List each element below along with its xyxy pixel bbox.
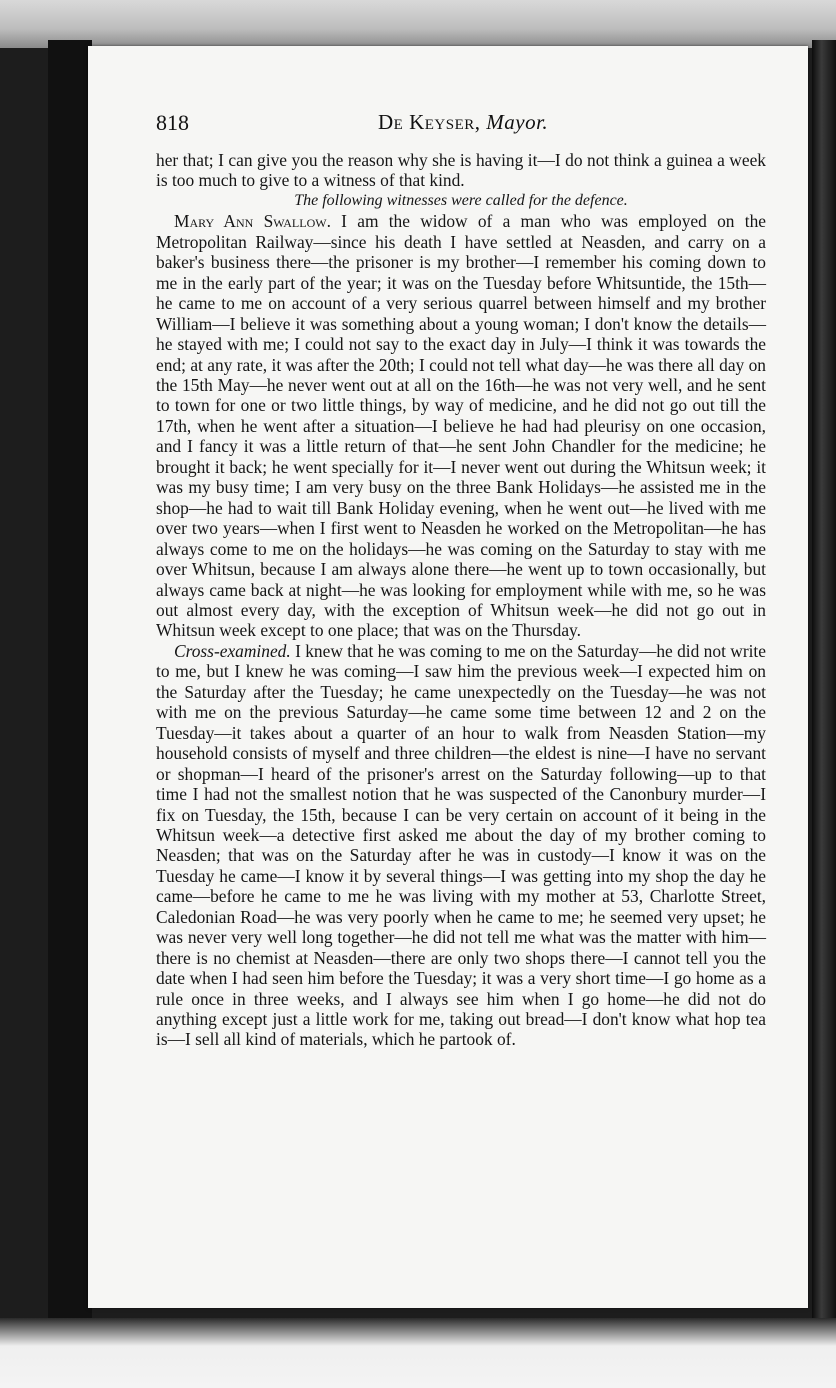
running-head [378, 110, 548, 135]
testimony-text: I am the widow of a man who was employed on the Metropolitan Railway—since his death I have settled at Neasden, and carry on a baker's business there—the prisoner is my brother—I remember his coming down to me in the early part of the year; it was on the Tuesday before Whitsuntide, the 15th—he came to me on account of a very serious quarrel between himself and my brother William—I believe it was something about a young woman; I don't know the details—he stayed with me; I could not say to the exact day in July—I think it was towards the end; at any rate, it was after the 20th; I could not tell what day—he was there all day on the 15th May—he never went out at all on the 16th—he was not very well, and he sent to town for one or two little things, by way of medicine, and he did not go out till the 17th, when he went after a situation—I believe he had had pleurisy on one occasion, and I fancy it was a little return of that—he sent John Chandler for the medicine; he brought it back; he went specially for it—I never went out during the Whitsun week; it was my busy time; I am very busy on the three Bank Holidays—he assisted me in the shop—he had to wait till Bank Holiday evening, when he went out—he lived with me over two years—when I first went to Neasden he worked on the Metropolitan—he has always come to me on the holidays—he was coming on the Saturday to stay with me over Whitsun, because I am always alone there—he went up to town occasionally, but always came back at night—he was looking for employment while with me, so he was out almost every day, with the exception of Whitsun week—he did not go out in Whitsun week except to one place; that was on the Thursday. [156, 211, 766, 641]
witness-name: Mary Ann Swallow. [174, 211, 331, 232]
section-subheading: The following witnesses were called for the defence. [294, 191, 628, 209]
book-page [88, 46, 808, 1308]
page-body [156, 150, 766, 1050]
scan-top-margin [0, 0, 836, 48]
scan-bottom-margin [0, 1318, 836, 1388]
running-head-name: De Keyser [378, 110, 475, 134]
cross-examination-text: I knew that he was coming to me on the Saturday—he did not write to me, but I knew he was coming—I saw him the previous week—I expected him on the Saturday after the Tuesday; he came unexpectedly on the Tuesday—he was not with me on the previous Saturday—he came some time between 12 and 2 on the Tuesday—it takes about a quarter of an hour to walk from Neasden Station—my household consists of myself and three children—the eldest is nine—I have no servant or shopman—I heard of the prisoner's arrest on the Saturday following—up to that time I had not the smallest notion that he was suspected of the Canonbury murder—I fix on Tuesday, the 15th, because I can be very certain on account of it being in the Whitsun week—a detective first asked me about the day of my brother coming to Neasden; that was on the Saturday after he was in custody—I know it was on the Tuesday he came—I know it by several things—I was getting into my shop the day he came—before he came to me he was living with my mother at 53, Charlotte Street, Caledonian Road—he was very poorly when he came to me; he seemed very upset; he was never very well long together—he did not tell me what was the matter with him—there is no chemist at Neasden—there are only two shops there—I cannot tell you the date when I had seen him before the Tuesday; it was a very short time—I go home as a rule once in three weeks, and I always see him when I go home—he did not do anything except just a little work for me, taking out bread—I don't know what hop tea is—I sell all kind of materials, which he partook of. [156, 640, 766, 1050]
running-head-title: Mayor. [486, 110, 549, 134]
testimony-paragraph [156, 211, 766, 641]
page-number: 818 [156, 110, 189, 135]
book-binding-right [812, 40, 836, 1330]
book-binding-left [48, 40, 92, 1330]
cross-examined-label: Cross-examined. [174, 640, 291, 661]
cross-examination-paragraph [156, 641, 766, 1050]
running-head-comma: , [474, 110, 487, 134]
continuation-paragraph: her that; I can give you the reason why she is having it—I do not think a guinea a week is too much to give to a witness of that kind. [156, 150, 766, 191]
page-header [156, 106, 756, 140]
